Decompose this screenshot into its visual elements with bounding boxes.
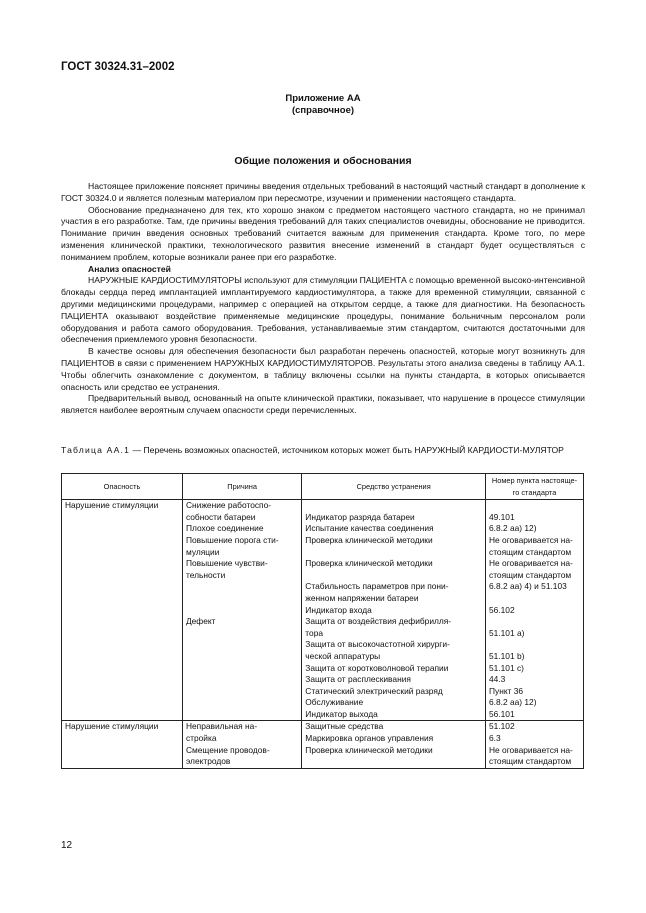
cell-line: Защита от воздействия дефибрилля- <box>305 616 452 627</box>
appendix-subtitle: (справочное) <box>291 105 355 116</box>
table-row <box>62 721 584 768</box>
paragraph: Обоснование предназначено для тех, кто хорошо знаком с предметом настоящего частного стандарта, но не принимал участия в его разработке. Там, где причины введения требований для таких специалистов очевидны, обоснование не приводится. Понимание причин введения основных требований считается важным для применения стандарта. Кроме того, по мере изменения клинической практики, технологического развития внесение изменений в стандарт будет осуществляться с пониманием проблем, которые возникали ранее при его разработке. <box>61 204 585 262</box>
cell-line: 51.101 b) <box>489 650 525 661</box>
cell-line <box>186 709 298 721</box>
appendix-heading <box>0 93 646 117</box>
document-id: ГОСТ 30324.31–2002 <box>61 61 175 73</box>
table-cell <box>182 721 301 768</box>
cell-line <box>305 547 482 559</box>
table-cell <box>486 500 584 721</box>
cell-line: Не оговаривается на- <box>489 744 573 755</box>
cell-line <box>65 558 179 570</box>
cell-line: Смещение проводов- <box>185 744 270 755</box>
header-remedy: Средство устранения <box>302 474 486 500</box>
section-title: Общие положения и обоснования <box>234 155 412 167</box>
cell-line: Защита от коротковолновой терапии <box>305 662 449 673</box>
cell-line <box>489 639 580 651</box>
cell-line: Плохое соединение <box>185 523 264 534</box>
cell-line: 56.102 <box>489 604 515 615</box>
table-cell <box>302 500 486 721</box>
cell-line <box>65 745 179 757</box>
cell-line <box>65 523 179 535</box>
cell-line: Повышение чувстви- <box>185 558 268 569</box>
appendix-title: Приложение АА <box>285 93 361 104</box>
cell-line: 51.102 <box>489 721 515 732</box>
cell-line: Стабильность параметров при пони- <box>305 581 449 592</box>
page-number: 12 <box>61 840 73 851</box>
table-caption-text: — Перечень возможных опасностей, источником которых может быть НАРУЖНЫЙ КАРДИОСТИ-МУЛЯТОР <box>130 445 564 455</box>
cell-line <box>186 651 298 663</box>
cell-line: тора <box>305 627 324 638</box>
cell-line <box>65 733 179 745</box>
table-cell <box>486 721 584 768</box>
cell-line: Индикатор разряда батареи <box>305 511 415 522</box>
cell-line: Защита от высокочастотной хирурги- <box>305 639 450 650</box>
cell-line <box>305 570 482 582</box>
cell-line: 6.8.2 аа) 12) <box>489 697 537 708</box>
cell-line: стройка <box>185 733 217 744</box>
cell-line: 44.3 <box>489 674 506 685</box>
table-cell <box>182 500 301 721</box>
cell-line <box>186 639 298 651</box>
cell-line: Индикатор выхода <box>305 708 378 719</box>
cell-line <box>65 593 179 605</box>
cell-line <box>65 663 179 675</box>
cell-line: женном напряжении батареи <box>305 592 419 603</box>
cell-line: Пункт 36 <box>489 685 524 696</box>
cell-line: Проверка клинической методики <box>305 744 433 755</box>
cell-line: Защитные средства <box>305 721 384 732</box>
cell-line <box>65 709 179 721</box>
cell-line <box>65 756 179 768</box>
cell-line: Проверка клинической методики <box>305 534 433 545</box>
cell-line <box>186 697 298 709</box>
table-body <box>62 500 584 769</box>
cell-line: 51.101 а) <box>489 627 525 638</box>
cell-line <box>186 581 298 593</box>
cell-line: Маркировка органов управления <box>305 733 434 744</box>
cell-line: Защита от расплескивания <box>305 674 411 685</box>
table-cell <box>302 721 486 768</box>
cell-line <box>65 686 179 698</box>
cell-line <box>65 616 179 628</box>
cell-line: Снижение работоспо- <box>185 500 272 511</box>
paragraph: НАРУЖНЫЕ КАРДИОСТИМУЛЯТОРЫ используют для стимуляции ПАЦИЕНТА с помощью временной высоко-интенсивной блокады сердца перед имплантацией имплантируемого кардиостимулятора, а также для временной стимуляции, связанной с другими медицинскими процедурами, например с операцией на открытом сердце, а также для диагностики. На безопасность ПАЦИЕНТА оказывают воздействие применяемые медицинские процедуры, понимание больничным персоналом роли оборудования и работа самого оборудования. Требования, устанавливаемые этим стандартом, считаются достаточными для обеспечения приемлемого уровня безопасности. <box>61 275 585 345</box>
cell-line: собности батареи <box>185 511 256 522</box>
cell-line: Проверка клинической методики <box>305 558 433 569</box>
paragraph: Предварительный вывод, основанный на опыте клинической практики, показывает, что нарушение в процессе стимуляции является наиболее вероятным случаем опасности среди перечисленных. <box>61 393 585 416</box>
cell-line: Неправильная на- <box>185 721 258 732</box>
cell-line: 6.8.2 аа) 12) <box>489 523 537 534</box>
cell-line: Испытание качества соединения <box>305 523 434 534</box>
cell-line: стоящим стандартом <box>489 756 572 767</box>
cell-line: Обслуживание <box>305 697 364 708</box>
cell-line <box>489 616 580 628</box>
cell-line <box>65 674 179 686</box>
hazards-table <box>61 473 584 769</box>
header-hazard: Опасность <box>62 474 183 500</box>
cell-line: Нарушение стимуляции <box>65 721 159 732</box>
subheading: Анализ опасностей <box>88 263 171 274</box>
cell-line: тельности <box>185 569 226 580</box>
cell-line <box>186 663 298 675</box>
cell-line <box>65 639 179 651</box>
cell-line <box>65 535 179 547</box>
cell-line: Дефект <box>185 616 216 627</box>
cell-line <box>489 593 580 605</box>
cell-line <box>489 500 580 512</box>
cell-line <box>65 581 179 593</box>
cell-line <box>305 500 482 512</box>
paragraph: В качестве основы для обеспечения безопасности был разработан перечень опасностей, которые могут возникнуть для ПАЦИЕНТОВ в связи с применением НАРУЖНЫХ КАРДИОСТИМУЛЯТОРОВ. Результаты этого анализа сведены в таблицу АА.1. Чтобы облегчить ознакомление с документом, в таблицу включены ссылки на пункты стандарта, в которых описывается опасность или средство ее устранения. <box>61 346 585 392</box>
cell-line: 6.3 <box>489 733 501 744</box>
body-text <box>61 181 585 417</box>
table-cell <box>62 721 183 768</box>
cell-line <box>65 697 179 709</box>
cell-line: 49.101 <box>489 511 515 522</box>
cell-line: 56.101 <box>489 708 515 719</box>
cell-line: Повышение порога сти- <box>185 534 279 545</box>
cell-line <box>65 605 179 617</box>
cell-line: 6.8.2 аа) 4) и 51.103 <box>489 581 567 592</box>
cell-line <box>186 686 298 698</box>
table-header-row <box>62 474 584 500</box>
cell-line: Не оговаривается на- <box>489 534 573 545</box>
cell-line: стоящим стандартом <box>489 569 572 580</box>
cell-line: Не оговаривается на- <box>489 558 573 569</box>
cell-line <box>65 628 179 640</box>
cell-line <box>65 512 179 524</box>
cell-line <box>186 674 298 686</box>
cell-line <box>186 593 298 605</box>
cell-line <box>65 570 179 582</box>
cell-line: муляции <box>185 546 220 557</box>
cell-line: Статический электрический разряд <box>305 685 443 696</box>
cell-line <box>65 547 179 559</box>
header-cause: Причина <box>182 474 301 500</box>
cell-line: Индикатор входа <box>305 604 372 615</box>
cell-line: ческой аппаратуры <box>305 650 381 661</box>
cell-line: Нарушение стимуляции <box>65 500 159 511</box>
cell-line: 51.101 c) <box>489 662 524 673</box>
table-row <box>62 500 584 721</box>
table-caption-label: Таблица АА.1 <box>61 445 131 455</box>
header-clause: Номер пункта настояще-го стандарта <box>486 474 584 500</box>
cell-line <box>305 756 482 768</box>
cell-line: электродов <box>185 756 231 767</box>
table-cell <box>62 500 183 721</box>
paragraph: Настоящее приложение поясняет причины введения отдельных требований в настоящий частный стандарт в дополнение к ГОСТ 30324.0 и является полезным материалом при пересмотре, изучении и применении настоящего стандарта. <box>61 181 585 203</box>
cell-line <box>186 628 298 640</box>
cell-line <box>186 605 298 617</box>
cell-line <box>65 651 179 663</box>
cell-line: стоящим стандартом <box>489 546 572 557</box>
table-caption <box>61 445 585 457</box>
